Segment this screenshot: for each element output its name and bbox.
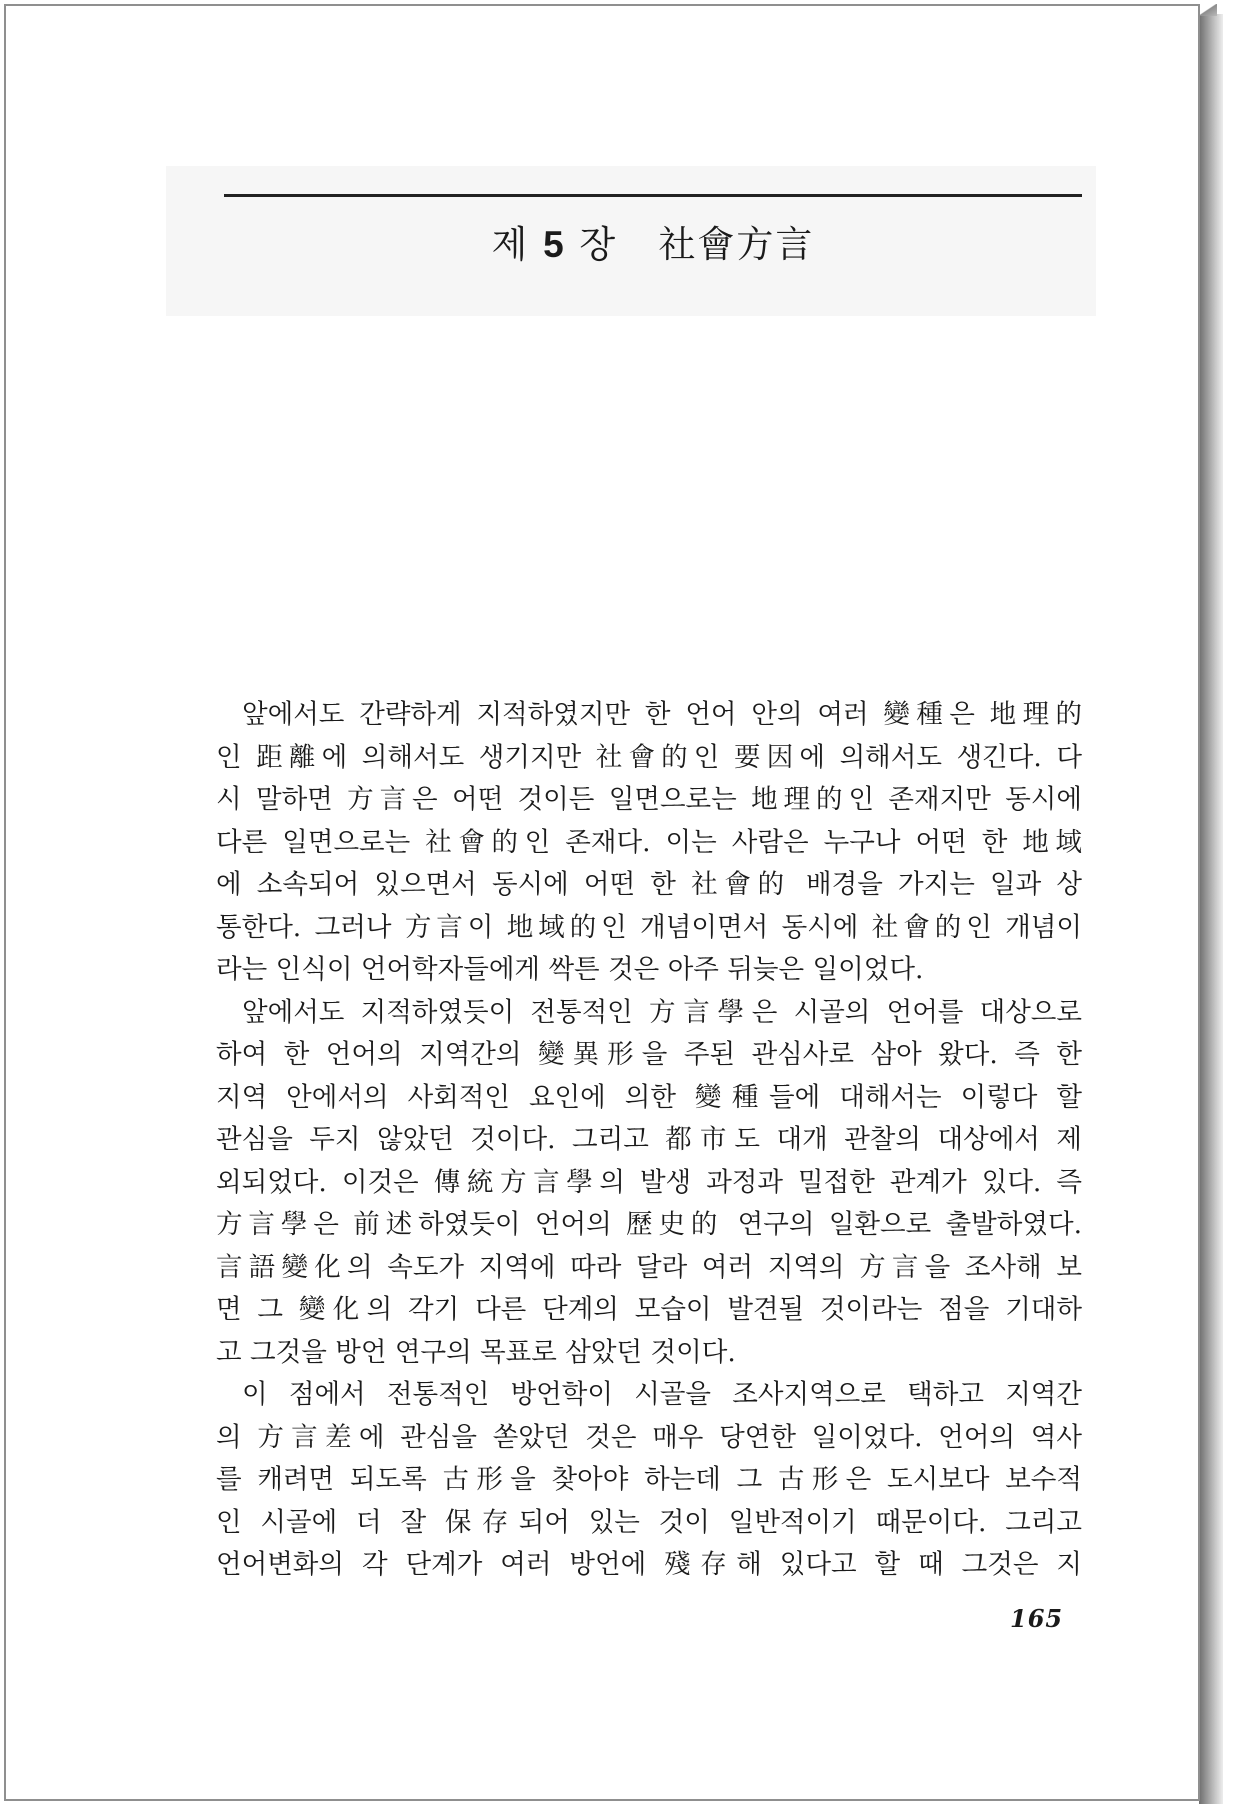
text-line: 고 그것을 방언 연구의 목표로 삼았던 것이다. — [216, 1336, 736, 1368]
text-line: 인 시골에 더 잘 保存되어 있는 것이 일반적이기 때문이다. 그리고 — [216, 1506, 1082, 1538]
text-line: 인 距離에 의해서도 생기지만 社會的인 要因에 의해서도 생긴다. 다 — [216, 741, 1082, 773]
text-line: 의 方言差에 관심을 쏟았던 것은 매우 당연한 일이었다. 언어의 역사 — [216, 1421, 1082, 1453]
text-line: 에 소속되어 있으면서 동시에 어떤 한 社會的 배경을 가지는 일과 상 — [216, 869, 1082, 900]
text-line: 를 캐려면 되도록 古形을 찾아야 하는데 그 古形은 도시보다 보수적 — [216, 1464, 1082, 1495]
text-line: 면 그 變化의 각기 다른 단계의 모습이 발견될 것이라는 점을 기대하 — [216, 1294, 1082, 1325]
text-line: 앞에서도 간략하게 지적하였지만 한 언어 안의 여러 變種은 地理的 — [242, 699, 1082, 730]
text-line: 통한다. 그러나 方言이 地域的인 개념이면서 동시에 社會的인 개념이 — [216, 911, 1082, 943]
chapter-number: 5 — [543, 224, 566, 265]
text-line: 관심을 두지 않았던 것이다. 그리고 都市도 대개 관찰의 대상에서 제 — [216, 1124, 1082, 1155]
text-line: 앞에서도 지적하였듯이 전통적인 方言學은 시골의 언어를 대상으로 — [242, 996, 1082, 1028]
paragraph-1 — [216, 694, 1082, 992]
text-line: 이 점에서 전통적인 방언학이 시골을 조사지역으로 택하고 지역간 — [242, 1379, 1082, 1410]
text-line: 言語變化의 속도가 지역에 따라 달라 여러 지역의 方言을 조사해 보 — [216, 1251, 1082, 1283]
chapter-label-prefix: 제 — [491, 223, 544, 266]
paragraph-3 — [216, 1374, 1082, 1587]
chapter-rule — [224, 194, 1082, 197]
text-line: 외되었다. 이것은 傳統方言學의 발생 과정과 밀접한 관계가 있다. 즉 — [216, 1166, 1082, 1198]
chapter-name: 社會方言 — [658, 223, 815, 266]
page-corner-shadow — [1199, 4, 1217, 16]
text-line: 지역 안에서의 사회적인 요인에 의한 變種들에 대해서는 이렇다 할 — [216, 1081, 1082, 1113]
page-number: 165 — [1010, 1604, 1064, 1633]
text-line: 시 말하면 方言은 어떤 것이든 일면으로는 地理的인 존재지만 동시에 — [216, 784, 1082, 815]
text-line: 라는 인식이 언어학자들에게 싹튼 것은 아주 뒤늦은 일이었다. — [216, 954, 924, 985]
paragraph-2 — [216, 992, 1082, 1375]
text-line: 언어변화의 각 단계가 여러 방언에 殘存해 있다고 할 때 그것은 지 — [216, 1549, 1082, 1580]
text-line: 다른 일면으로는 社會的인 존재다. 이는 사람은 누구나 어떤 한 地域 — [216, 826, 1082, 858]
chapter-label-suffix: 장 — [565, 223, 659, 266]
text-line: 하여 한 언어의 지역간의 變異形을 주된 관심사로 삼아 왔다. 즉 한 — [216, 1039, 1082, 1070]
body-text — [216, 694, 1082, 1587]
text-line: 方言學은 前述하였듯이 언어의 歷史的 연구의 일환으로 출발하였다. — [216, 1209, 1082, 1240]
chapter-title — [224, 214, 1082, 268]
page-edge-shadow — [1199, 14, 1223, 1804]
